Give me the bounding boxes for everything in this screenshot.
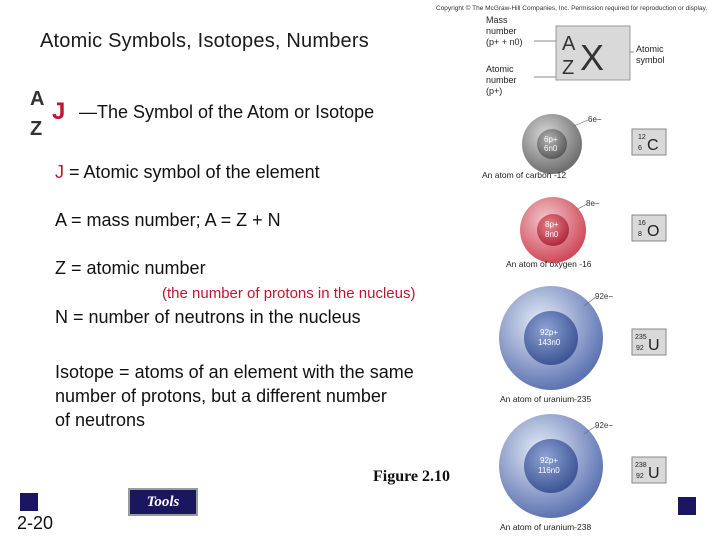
isotope-line-2: number of protons, but a different number: [55, 386, 387, 406]
isotope-symbol: U: [648, 465, 660, 482]
previous-slide-button[interactable]: [20, 493, 38, 511]
nucleus-protons: 92p+: [540, 456, 559, 465]
definition-text: atomic number: [86, 258, 206, 278]
isotope-line-3: of neutrons: [55, 410, 146, 430]
proton-note: (the number of protons in the nucleus): [162, 285, 416, 302]
isotope-z: 92: [636, 473, 644, 480]
electron-count: 92e−: [595, 421, 614, 430]
mass-label-3: (p+ + n0): [486, 37, 523, 47]
definition-a: [55, 210, 281, 231]
definition-z: [55, 258, 206, 279]
definition-text: mass number; A = Z + N: [86, 210, 281, 230]
mass-label-1: Mass: [486, 15, 508, 25]
isotope-term: Isotope: [55, 362, 115, 382]
electron-count: 8e−: [586, 199, 600, 208]
figure-label: Figure 2.10: [373, 468, 451, 485]
nucleus-protons: 92p+: [540, 328, 559, 337]
atom-uranium-238: [499, 414, 666, 532]
nucleus-neutrons: 6n0: [544, 144, 558, 153]
copyright-notice: Copyright © The McGraw-Hill Companies, Inc. Permission required for reproduction or display.: [436, 5, 708, 12]
page-number: 2-20: [17, 513, 54, 533]
definition-j: [55, 162, 320, 183]
atomic-label-3: (p+): [486, 86, 503, 96]
symbol-label-1: Atomic: [636, 44, 664, 54]
isotope-line-1: atoms of an element with the same: [134, 362, 414, 382]
legend-X: X: [580, 37, 605, 78]
isotope-mass: 235: [635, 334, 647, 341]
definition-text: number of neutrons in the nucleus: [88, 307, 361, 327]
definition-eq: =: [66, 210, 87, 230]
atom-caption: An atom of carbon -12: [482, 170, 567, 180]
isotope-symbol: U: [648, 337, 660, 354]
electron-count: 92e−: [595, 292, 614, 301]
isotope-z: 6: [638, 145, 642, 152]
isotope-eq: =: [114, 362, 135, 382]
isotope-mass: 12: [638, 134, 646, 141]
isotope-symbol: C: [647, 137, 659, 154]
definition-term: N: [55, 307, 68, 327]
isotope-figure: [478, 12, 720, 540]
tools-button[interactable]: Tools: [128, 488, 198, 516]
symbol-description: —The Symbol of the Atom or Isotope: [79, 102, 375, 122]
isotope-mass: 16: [638, 220, 646, 227]
atom-oxygen-16: [506, 197, 666, 269]
electron-count: 6e−: [588, 115, 602, 124]
atom-caption: An atom of uranium-235: [500, 394, 592, 404]
nucleus-neutrons: 8n0: [545, 230, 559, 239]
nucleus-neutrons: 116n0: [538, 466, 560, 475]
definition-term: J: [55, 162, 64, 182]
definition-eq: =: [66, 258, 87, 278]
definition-eq: =: [68, 307, 89, 327]
legend-Z: Z: [562, 57, 575, 79]
atomic-label-2: number: [486, 75, 517, 85]
symbol-label-2: symbol: [636, 55, 665, 65]
atom-uranium-235: [499, 286, 666, 404]
legend-A: A: [562, 33, 576, 55]
nucleus-protons: 8p+: [545, 220, 559, 229]
mass-label-2: number: [486, 26, 517, 36]
definition-text: Atomic symbol of the element: [83, 162, 320, 182]
nucleus-neutrons: 143n0: [538, 338, 561, 347]
isotope-symbol: O: [647, 223, 660, 240]
isotope-z: 92: [636, 345, 644, 352]
definition-term: Z: [55, 258, 66, 278]
isotope-definition: [55, 360, 475, 432]
definition-term: A: [55, 210, 67, 230]
atom-carbon-12: [482, 114, 666, 180]
symbol-legend: [486, 15, 665, 96]
isotope-mass: 238: [635, 462, 647, 469]
nucleus-protons: 6p+: [544, 135, 558, 144]
slide-title: Atomic Symbols, Isotopes, Numbers: [40, 30, 369, 52]
definition-eq: =: [64, 162, 84, 182]
atomic-label-1: Atomic: [486, 64, 514, 74]
atomic-number-letter: Z: [30, 118, 43, 140]
definition-n: [55, 307, 361, 328]
mass-number-letter: A: [30, 88, 45, 110]
isotope-z: 8: [638, 231, 642, 238]
atom-caption: An atom of oxygen -16: [506, 259, 592, 269]
atom-caption: An atom of uranium-238: [500, 522, 592, 532]
element-letter: J: [52, 98, 66, 125]
